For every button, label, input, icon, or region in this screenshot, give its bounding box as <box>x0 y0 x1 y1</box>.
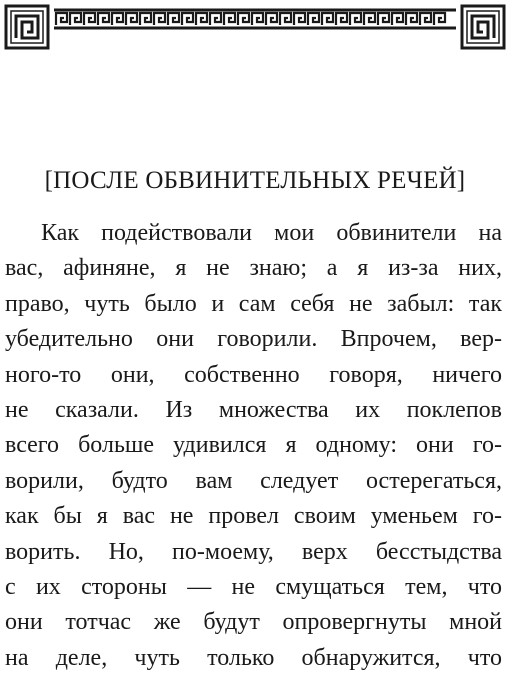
body-text <box>5 216 502 676</box>
text-line: как бы я вас не провел своим уменьем го- <box>5 503 502 530</box>
text-line: не сказали. Из множества их поклепов <box>5 396 502 423</box>
greek-key-header-ornament <box>4 4 506 50</box>
text-line: вас, афиняне, я не знаю; а я из-за них, <box>5 255 502 282</box>
text-line: убедительно они говорили. Впрочем, вер- <box>5 326 502 353</box>
text-line: ного-то они, собственно говоря, ничего <box>5 361 502 388</box>
meander-band <box>54 10 456 28</box>
text-line: они тотчас же будут опровергнуты мной <box>5 609 502 636</box>
section-heading: [ПОСЛЕ ОБВИНИТЕЛЬНЫХ РЕЧЕЙ] <box>44 167 466 194</box>
text-line: на деле, чуть только обнаружится, что <box>5 644 502 671</box>
text-line: ворить. Но, по-моему, верх бесстыдства <box>5 538 502 565</box>
text-line: с их стороны — не смущаться тем, что <box>5 573 502 600</box>
text-line: право, чуть было и сам себя не забыл: так <box>5 290 502 317</box>
text-line: Как подействовали мои обвинители на <box>41 220 502 246</box>
right-meander-icon <box>462 6 504 48</box>
text-line: ворили, будто вам следует остерегаться, <box>5 467 502 494</box>
left-meander-icon <box>6 6 48 48</box>
text-line: всего больше удивился я одному: они го- <box>5 432 502 459</box>
